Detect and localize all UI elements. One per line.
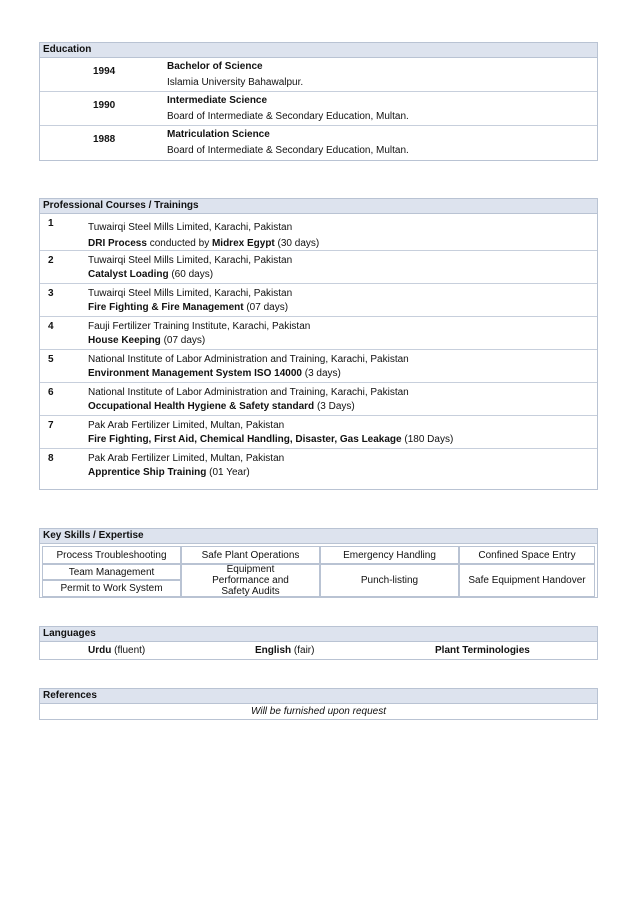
course-title-bold: Occupational Health Hygiene & Safety standard	[88, 401, 315, 412]
course-row	[40, 317, 597, 350]
course-title	[88, 269, 213, 280]
course-title-bold: Environment Management System ISO 14000	[88, 368, 302, 379]
courses-header: Professional Courses / Trainings	[40, 199, 597, 214]
course-title-bold: Apprentice Ship Training	[88, 467, 207, 478]
skills-section	[39, 528, 598, 598]
course-title-bold: Catalyst Loading	[88, 269, 169, 280]
education-row	[40, 126, 597, 159]
education-year: 1988	[93, 134, 116, 145]
education-section	[39, 42, 598, 161]
course-row	[40, 383, 597, 416]
course-organization: Fauji Fertilizer Training Institute, Karachi, Pakistan	[88, 321, 311, 332]
course-title-text: (180 Days)	[401, 434, 454, 445]
languages-header: Languages	[40, 627, 597, 642]
course-title-bold: Fire Fighting, First Aid, Chemical Handling, Disaster, Gas Leakage	[88, 434, 402, 445]
course-title-text: conducted by	[146, 238, 212, 249]
skills-grid	[40, 544, 597, 597]
languages-row	[40, 642, 597, 659]
language-urdu	[88, 645, 145, 656]
course-title	[88, 401, 355, 412]
course-row	[40, 214, 597, 251]
references-header: References	[40, 689, 597, 704]
language-level: (fair)	[291, 645, 315, 656]
course-organization: National Institute of Labor Administration and Training, Karachi, Pakistan	[88, 387, 409, 398]
course-title-text: (3 days)	[301, 368, 341, 379]
course-title-text: (3 Days)	[314, 401, 355, 412]
course-title-text: (60 days)	[168, 269, 214, 280]
course-title	[88, 467, 250, 478]
course-number: 8	[48, 453, 54, 464]
skill-safe-plant-operations: Safe Plant Operations	[181, 546, 320, 564]
education-degree: Bachelor of Science	[167, 61, 263, 72]
references-text: Will be furnished upon request	[251, 706, 386, 717]
skill-permit-to-work: Permit to Work System	[42, 580, 181, 597]
languages-section	[39, 626, 598, 660]
language-level: (fluent)	[111, 645, 146, 656]
course-title	[88, 302, 288, 313]
course-row	[40, 284, 597, 317]
education-year: 1994	[93, 66, 116, 77]
language-name: Urdu	[88, 645, 112, 656]
course-row	[40, 416, 597, 449]
course-row	[40, 350, 597, 383]
course-title-bold: House Keeping	[88, 335, 161, 346]
course-row	[40, 251, 597, 284]
skill-emergency-handling: Emergency Handling	[320, 546, 459, 564]
course-number: 6	[48, 387, 54, 398]
course-number: 1	[48, 218, 54, 229]
course-organization: Pak Arab Fertilizer Limited, Multan, Pakistan	[88, 453, 285, 464]
skill-equipment-performance: Equipment Performance and Safety Audits	[181, 564, 320, 597]
education-institution: Board of Intermediate & Secondary Education, Multan.	[167, 145, 409, 156]
skill-safe-equipment-handover: Safe Equipment Handover	[459, 564, 595, 597]
education-list	[40, 58, 597, 159]
education-row	[40, 58, 597, 92]
courses-section	[39, 198, 598, 490]
education-degree: Matriculation Science	[167, 129, 270, 140]
course-title-bold: Midrex Egypt	[211, 238, 275, 249]
course-title	[88, 434, 453, 445]
course-title	[88, 238, 319, 249]
course-organization: Tuwairqi Steel Mills Limited, Karachi, Pakistan	[88, 288, 293, 299]
skill-team-management: Team Management	[42, 564, 181, 580]
course-title-bold: DRI Process	[88, 238, 147, 249]
course-number: 2	[48, 255, 54, 266]
course-number: 5	[48, 354, 54, 365]
course-number: 3	[48, 288, 54, 299]
course-title-text: (01 Year)	[206, 467, 250, 478]
language-name: Plant Terminologies	[435, 645, 530, 656]
education-header: Education	[40, 43, 597, 58]
course-title	[88, 335, 205, 346]
course-title-text: (30 days)	[274, 238, 320, 249]
course-title-bold: Fire Fighting & Fire Management	[88, 302, 244, 313]
education-year: 1990	[93, 100, 116, 111]
references-section	[39, 688, 598, 720]
education-row	[40, 92, 597, 126]
skills-header: Key Skills / Expertise	[40, 529, 597, 544]
course-organization: Tuwairqi Steel Mills Limited, Karachi, Pakistan	[88, 255, 293, 266]
language-plant-terminologies	[435, 645, 530, 656]
language-english	[255, 645, 314, 656]
course-title	[88, 368, 341, 379]
skill-process-troubleshooting: Process Troubleshooting	[42, 546, 181, 564]
course-number: 7	[48, 420, 54, 431]
course-organization: Pak Arab Fertilizer Limited, Multan, Pakistan	[88, 420, 285, 431]
course-title-text: (07 days)	[243, 302, 289, 313]
education-degree: Intermediate Science	[167, 95, 268, 106]
course-number: 4	[48, 321, 54, 332]
language-name: English	[255, 645, 292, 656]
education-institution: Board of Intermediate & Secondary Education, Multan.	[167, 111, 409, 122]
course-row	[40, 449, 597, 481]
skill-confined-space-entry: Confined Space Entry	[459, 546, 595, 564]
courses-list	[40, 214, 597, 481]
course-title-text: (07 days)	[160, 335, 206, 346]
skill-punch-listing: Punch-listing	[320, 564, 459, 597]
education-institution: Islamia University Bahawalpur.	[167, 77, 304, 88]
course-organization: Tuwairqi Steel Mills Limited, Karachi, Pakistan	[88, 222, 293, 233]
course-organization: National Institute of Labor Administration and Training, Karachi, Pakistan	[88, 354, 409, 365]
